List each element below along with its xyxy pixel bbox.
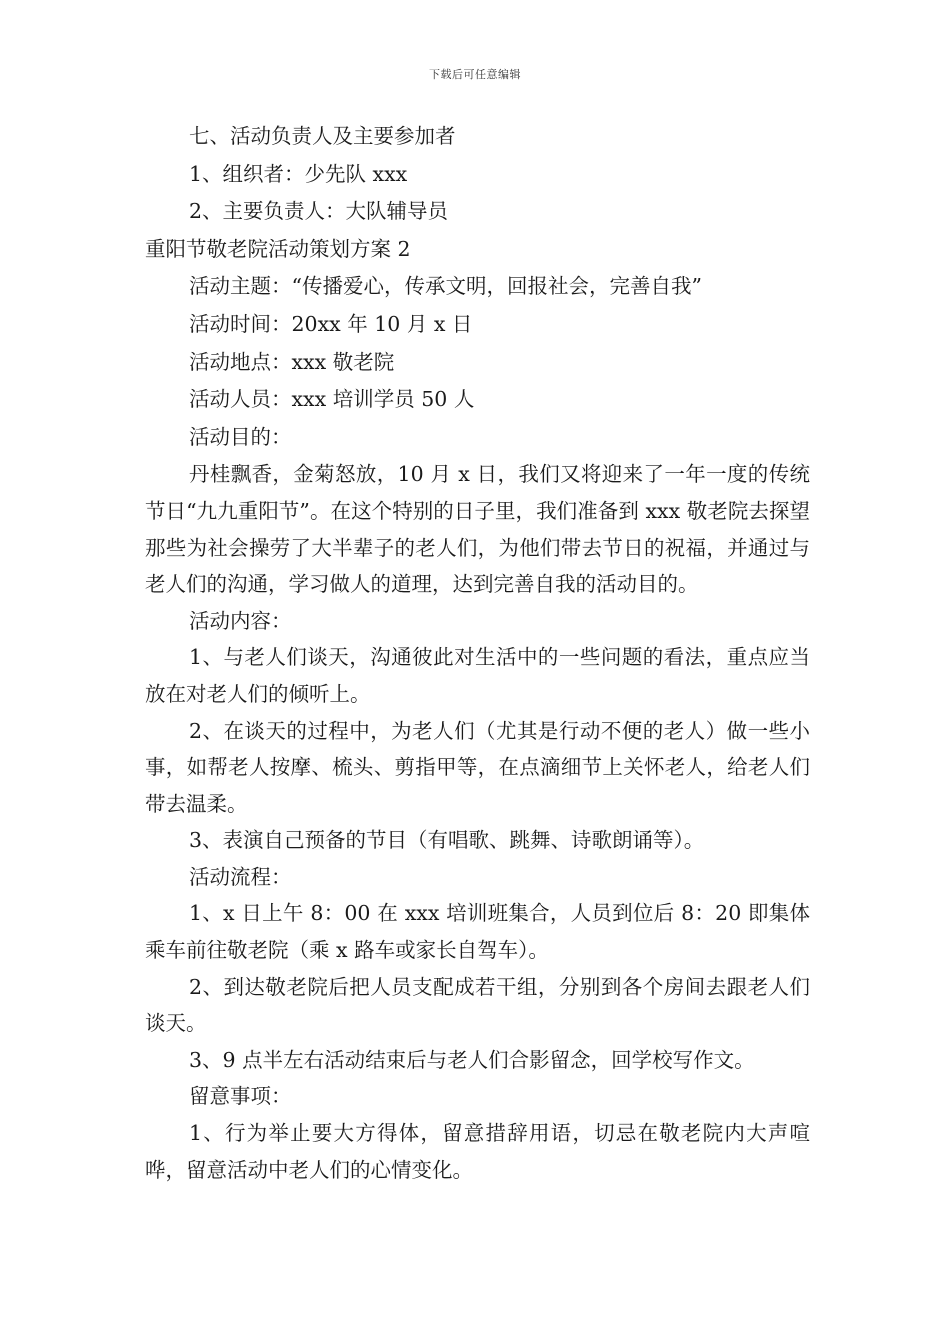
document-body (145, 118, 810, 1188)
organizer-line: 1、组织者：少先队 xxx (189, 161, 408, 186)
participants-line: 活动人员：xxx 培训学员 50 人 (189, 387, 475, 412)
flow-heading: 活动流程： (189, 864, 292, 889)
responsible-line: 2、主要负责人：大队辅导员 (189, 199, 449, 224)
flow-item-3: 3、9 点半左右活动结束后与老人们合影留念，回学校写作文。 (189, 1047, 755, 1072)
notes-heading: 留意事项： (189, 1084, 292, 1109)
header-note: 下载后可任意编辑 (429, 68, 521, 81)
purpose-paragraph: 丹桂飘香，金菊怒放，10 月 x 日，我们又将迎来了一年一度的传统节日“九九重阳节”。在这个特别的日子里，我们准备到 xxx 敬老院去探望那些为社会操劳了大半辈子的老人们，为他们带去节日的祝福，并通过与老人们的沟通，学习做人的道理，达到完善自我的活动目的。 (145, 462, 810, 597)
notes-item-1: 1、行为举止要大方得体，留意措辞用语，切忌在敬老院内大声喧哗，留意活动中老人们的心情变化。 (145, 1121, 810, 1182)
flow-item-1: 1、x 日上午 8：00 在 xxx 培训班集合，人员到位后 8：20 即集体乘车前往敬老院（乘 x 路车或家长自驾车）。 (145, 901, 810, 963)
theme-line: 活动主题：“传播爱心，传承文明，回报社会，完善自我” (189, 274, 702, 299)
flow-item-2: 2、到达敬老院后把人员支配成若干组，分别到各个房间去跟老人们谈天。 (145, 974, 810, 1036)
content-item-3: 3、表演自己预备的节目（有唱歌、跳舞、诗歌朗诵等）。 (189, 828, 705, 853)
content-item-1: 1、与老人们谈天，沟通彼此对生活中的一些问题的看法，重点应当放在对老人们的倾听上。 (145, 645, 810, 706)
time-line: 活动时间：20xx 年 10 月 x 日 (189, 311, 473, 336)
purpose-heading: 活动目的： (189, 424, 292, 449)
content-heading: 活动内容： (189, 608, 292, 633)
content-item-2: 2、在谈天的过程中，为老人们（尤其是行动不便的老人）做一些小事，如帮老人按摩、梳头、剪指甲等，在点滴细节上关怀老人，给老人们带去温柔。 (145, 718, 810, 816)
section-heading: 七、活动负责人及主要参加者 (189, 124, 456, 148)
plan-title: 重阳节敬老院活动策划方案 2 (145, 236, 411, 261)
location-line: 活动地点：xxx 敬老院 (189, 349, 395, 374)
